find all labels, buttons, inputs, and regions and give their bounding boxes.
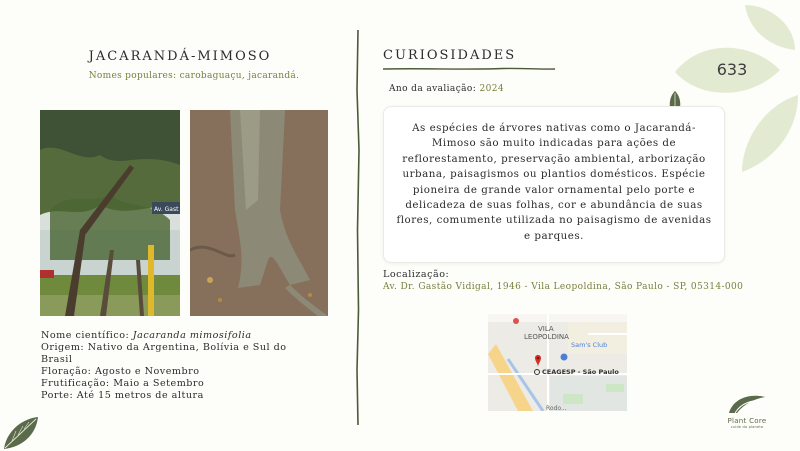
map-place: CEAGESP - São Paulo [542,368,619,376]
fruiting: Frutificação: Maio a Setembro [41,378,205,389]
location-label: Localização: [383,269,450,280]
tree-photo-canopy [40,110,180,316]
logo-text [718,417,776,429]
flowering: Floração: Agosto e Novembro [41,366,200,377]
species-info [41,330,311,402]
map-district-2: LEOPOLDINA [524,333,569,341]
map-street: Rodo... [546,405,567,411]
plant-core-logo [727,393,767,415]
location-address: Av. Dr. Gastão Vidigal, 1946 - Vila Leopoldina, São Paulo - SP, 05314-000 [383,282,744,292]
size: Porte: Até 15 metros de altura [41,390,204,401]
map-district-1: VILA [538,325,554,333]
logo-name: Plant Core [727,417,767,425]
tree-photo-trunk [190,110,328,316]
description-text: As espécies de árvores nativas como o Jacarandá-Mimoso são muito indicadas para ações de reflorestamento, preservação ambiental, arborização urbana, paisagismos ou plantios domésticos. Espécie pioneira de grande valor ornamental pelo porte e delicadeza de suas folhas, cor e abundância de suas flores, comumente utilizada no paisagismo de avenidas e parques. [396,122,712,242]
badge-number: 633 [716,60,748,79]
street-sign: Av. Gast [154,206,179,213]
map-store: Sam's Club [571,341,608,349]
popular-names: Nomes populares: carobaguaçu, jacarandá. [88,71,300,81]
leaf-icon-bottom [2,415,40,451]
evaluation-year: Ano da avaliação: 2024 [389,84,504,94]
origin: Origem: Nativo da Argentina, Bolívia e Sul do Brasil [41,342,287,365]
tree-name: JACARANDÁ-MIMOSO [88,49,272,64]
logo-tagline: cuide do planeta [730,425,764,429]
description-card [383,106,725,263]
curiosities-title: CURIOSIDADES [383,48,517,63]
scientific-name: Nome científico: Jacaranda mimosifolia [41,330,252,341]
vertical-divider [355,30,361,425]
location-map[interactable] [488,314,627,411]
title-underline [383,66,555,72]
